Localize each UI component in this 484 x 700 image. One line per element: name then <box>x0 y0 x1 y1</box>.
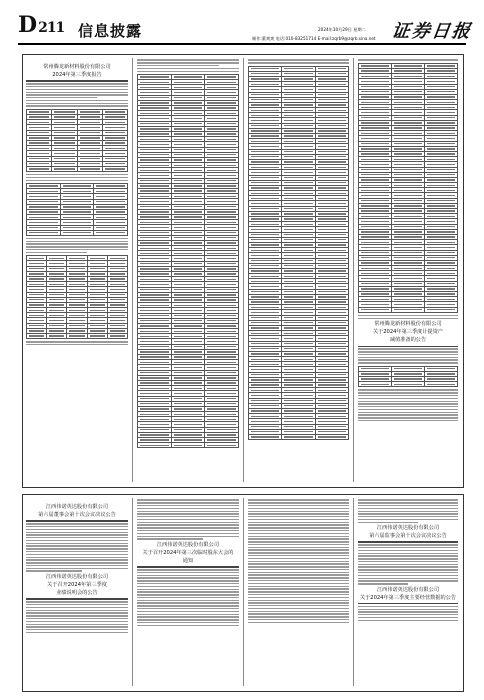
lower-column-1 <box>26 498 128 686</box>
article-title: 关于2024年第三季度计提资产 <box>372 329 444 336</box>
article-company: 江西伟诺英达股份有限公司 <box>45 504 109 510</box>
column-divider <box>243 498 244 686</box>
article-company: 常州腾龙新材料股份有限公司 <box>374 320 442 327</box>
section-title: 信息披露 <box>78 22 143 40</box>
lower-column-4 <box>358 498 458 686</box>
article-title: 关于召开2024年第三次临时股东大会的 <box>142 549 234 556</box>
editor-contact: 制作:董爽爽 电话:010-83251714 E-mail:zqrb9@zqrb.sina.net <box>252 36 376 41</box>
article-title: 减值准备的公告 <box>389 337 427 344</box>
article-company: 常州腾龙新材料股份有限公司 <box>43 64 111 70</box>
financial-table <box>26 109 128 172</box>
column-1 <box>26 58 128 482</box>
stock-code-line <box>26 58 128 62</box>
cash-flow-table <box>358 63 458 313</box>
article-title: 通知 <box>182 558 194 565</box>
lower-column-2 <box>137 498 239 686</box>
text-line <box>26 80 128 81</box>
header-rule <box>18 43 466 45</box>
page-number: D 211 <box>18 12 65 38</box>
column-3 <box>248 58 349 482</box>
column-divider <box>353 498 354 686</box>
column-divider <box>353 58 354 482</box>
article-title: 2024年第三季度报告 <box>52 72 102 79</box>
article-title: 关于召开2024年第三季度 <box>47 582 107 589</box>
article-company: 江西伟诺英达股份有限公司 <box>376 525 440 532</box>
article-company: 江西伟诺英达股份有限公司 <box>156 541 220 548</box>
date-line: 2024年10月29日 星期二 <box>318 27 366 32</box>
column-divider <box>243 58 244 482</box>
article-title: 第六届监事会第十次会议决议公告 <box>369 533 447 540</box>
article-company: 江西伟诺英达股份有限公司 <box>376 586 440 593</box>
financial-table <box>26 183 128 236</box>
article-company: 江西伟诺英达股份有限公司 <box>45 573 109 580</box>
article-title: 关于2024年第三季度主要经营数据的公告 <box>359 594 457 601</box>
lower-column-3 <box>248 498 349 686</box>
column-4 <box>358 58 458 482</box>
balance-sheet-table <box>137 74 239 449</box>
column-divider <box>132 58 133 482</box>
article-title: 业绩说明会的公告 <box>56 590 98 597</box>
column-2 <box>137 58 239 482</box>
shareholder-table <box>26 255 128 339</box>
masthead-logo: 证券日报 <box>390 21 474 42</box>
article-title: 第六届董事会第十次会议决议公告 <box>38 512 116 519</box>
impairment-table <box>358 366 458 388</box>
income-statement-table <box>248 66 349 441</box>
column-divider <box>132 498 133 686</box>
page-header <box>0 0 484 46</box>
